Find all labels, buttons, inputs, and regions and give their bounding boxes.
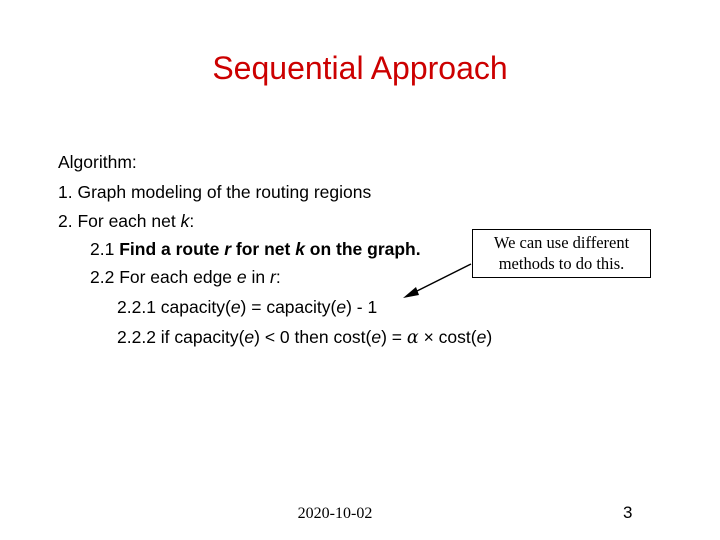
var-k: k bbox=[180, 211, 190, 231]
step-2-2-prefix: 2.2 For each edge bbox=[90, 267, 237, 287]
page-number: 3 bbox=[623, 503, 633, 522]
alpha-symbol: α bbox=[406, 328, 419, 348]
step-1: 1. Graph modeling of the routing regions bbox=[58, 182, 372, 202]
var-e: e bbox=[244, 327, 255, 347]
step-2-2-2-text-a: 2.2.2 if capacity( bbox=[117, 327, 245, 347]
callout-line-1: We can use different bbox=[493, 233, 630, 252]
times-symbol: × bbox=[418, 327, 439, 347]
arrow-shaft bbox=[411, 264, 471, 294]
step-2-2-1-text-b: ) = capacity( bbox=[240, 297, 337, 317]
footer-date: 2020-10-02 bbox=[297, 505, 373, 522]
var-e: e bbox=[476, 327, 487, 347]
callout-line-2: methods to do this. bbox=[498, 254, 625, 273]
step-2-prefix: 2. For each net bbox=[58, 211, 181, 231]
var-r: r bbox=[224, 239, 232, 259]
step-2-2-2-text-d: cost( bbox=[438, 327, 477, 347]
var-e: e bbox=[336, 297, 347, 317]
step-2-2-1-text-c: ) - 1 bbox=[346, 297, 378, 317]
arrow-head bbox=[403, 287, 419, 298]
var-k: k bbox=[295, 239, 305, 259]
step-2-1-text-c: on the graph. bbox=[304, 239, 421, 259]
step-2-2-2-text-f: ) bbox=[486, 327, 493, 347]
step-2-suffix: : bbox=[189, 211, 195, 231]
step-2-2-2-text-c: ) = bbox=[381, 327, 407, 347]
step-2-2-suffix: : bbox=[275, 267, 281, 287]
algorithm-label: Algorithm: bbox=[58, 152, 137, 172]
var-e: e bbox=[236, 267, 247, 287]
var-r: r bbox=[270, 267, 276, 287]
var-e: e bbox=[230, 297, 241, 317]
step-2-1-text-b: for net bbox=[231, 239, 296, 259]
step-2-1-text-a: Find a route bbox=[119, 239, 225, 259]
step-2-2-1-text-a: 2.2.1 capacity( bbox=[117, 297, 231, 317]
step-2-2-mid: in bbox=[246, 267, 270, 287]
step-2-2-2-text-b: ) < 0 then cost( bbox=[254, 327, 372, 347]
slide-title: Sequential Approach bbox=[212, 50, 508, 86]
var-e: e bbox=[371, 327, 382, 347]
step-2-1-prefix: 2.1 bbox=[90, 239, 120, 259]
